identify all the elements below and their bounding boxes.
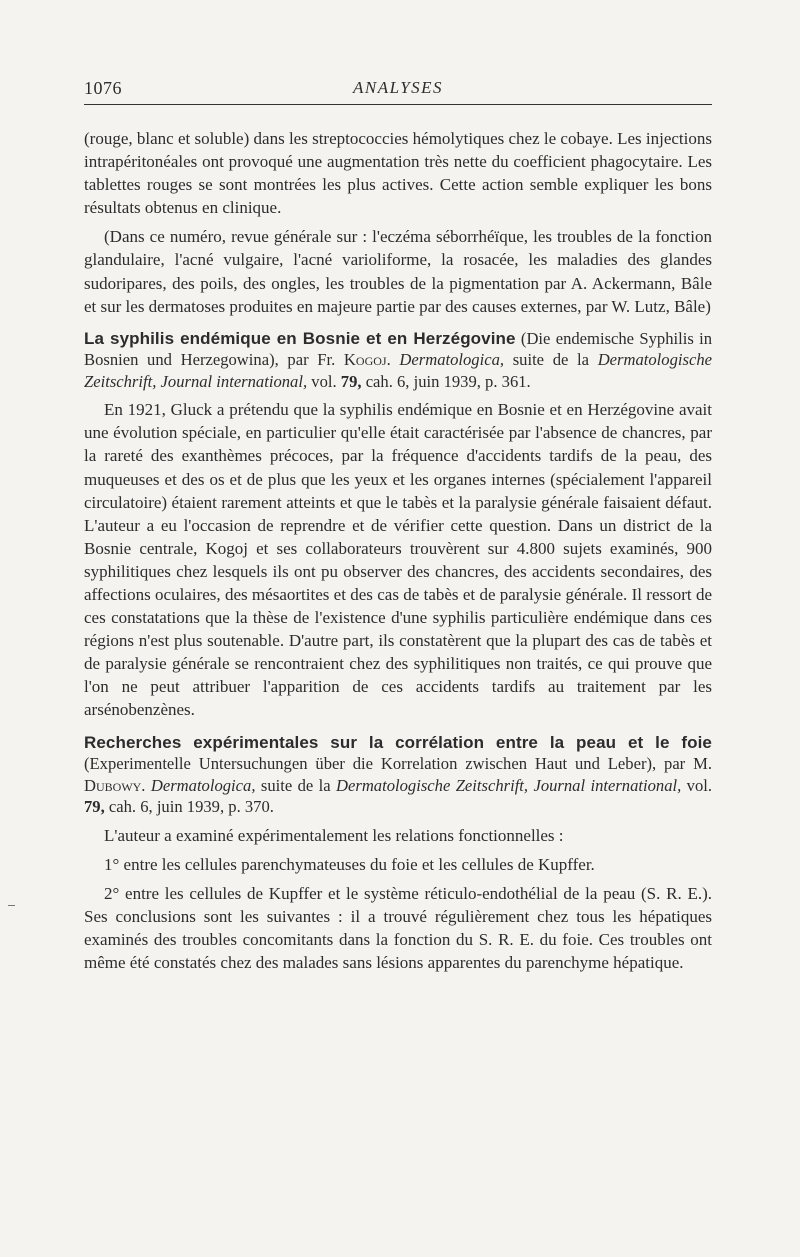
page-number: 1076: [84, 78, 122, 98]
entry-reference: (Die endemische Syphilis in Bosnien und Herzegowina), par Fr.: [84, 328, 713, 370]
entry-reference: (Experimentelle Untersuchungen über die Korrelation zwischen Haut und Leber), par M.: [84, 754, 712, 774]
entry-international: Journal international,: [533, 775, 682, 795]
entry-journal: Dermatologica,: [150, 775, 256, 795]
entry-title: Recherches expérimentales sur la corrélation entre la peau et le foie: [84, 732, 712, 752]
entry-reference: cah. 6, juin 1939, p. 370.: [108, 797, 274, 817]
running-head: [84, 74, 712, 105]
entry-international: Journal international,: [160, 371, 308, 391]
abstract-entry: [84, 328, 712, 722]
entry-author: Kogoj.: [343, 350, 391, 370]
paragraph: En 1921, Gluck a prétendu que la syphilis endémique en Bosnie et en Herzégovine avait une évolution spéciale, en particulier qu'elle était caractérisée par l'absence de chancres, par la rareté des exanthèmes précoces, par la fréquence d'accidents tardifs de la peau, des muqueuses et des os et de plus que les yeux et les organes internes (spécialement l'appareil circulatoire) étaient rarement atteints et que le tabès et la paralysie générale faisaient défaut. L'auteur a eu l'occasion de reprendre et de vérifier cette question. Dans un district de la Bosnie centrale, Kogoj et ses collaborateurs trouvèrent sur 4.800 sujets examinés, 900 syphilitiques chez lesquels ils ont pu observer des chancres, des accidents secondaires, des affections oculaires, des mésaortites et des cas de tabès et de paralysie générale. Il ressort de ces constatations que la thèse de l'existence d'une syphilis particulière endémique dans ces régions n'est plus soutenable. D'autre part, ils constatèrent que la plupart des cas de tabès et de paralysie générale se rencontraient chez des syphilitiques non traités, ce qui prouve que l'on ne peut attribuer l'apparition de ces accidents tardifs au traitement par les arsénobenzènes.: [84, 400, 712, 720]
running-title: ANALYSES: [352, 78, 444, 97]
entry-reference: vol.: [686, 775, 713, 795]
paragraph: 2° entre les cellules de Kupffer et le système réticulo-endothélial de la peau (S. R. E.). Ses conclusions sont les suivantes : il a trouvé régulièrement chez tous les hépatiques examinés des troubles concomitants dans la fonction du S. R. E. du foie. Ces troubles ont même été constatés chez des malades sans lésions apparentes du parenchyme hépatique.: [84, 883, 712, 973]
entry-reference: vol.: [311, 371, 337, 391]
entry-volume: 79,: [340, 371, 362, 391]
entry-supplement: Dermatologische Zeitschrift,: [84, 350, 712, 391]
entry-reference: suite de la: [512, 350, 590, 370]
entry-supplement: Dermatologische Zeitschrift,: [336, 775, 529, 795]
entry-heading: [84, 328, 712, 393]
body-text: [84, 127, 712, 974]
abstract-entry: [84, 732, 712, 975]
entry-journal: Dermatologica,: [399, 350, 505, 370]
entry-author: Dubowy.: [84, 775, 146, 795]
paragraph: L'auteur a examiné expérimentalement les relations fonctionnelles :: [104, 825, 564, 845]
entry-volume: 79,: [84, 797, 105, 817]
page: [84, 74, 712, 974]
paragraph: (Dans ce numéro, revue générale sur : l'eczéma séborrhéïque, les troubles de la fonction glandulaire, l'acné vulgaire, l'acné varioliforme, la rosacée, les maladies des glandes sudoripares, des poils, des ongles, les troubles de la pigmentation par A. Ackermann, Bâle et sur les dermatoses produites en majeure partie par des causes externes, par W. Lutz, Bâle): [84, 227, 712, 316]
paragraph: (rouge, blanc et soluble) dans les streptococcies hémolytiques chez le cobaye. Les injections intrapéritonéales ont provoqué une augmentation très nette du coefficient phagocytaire. Les tablettes rouges se sont montrées les plus actives. Cette action semble expliquer les bons résultats obtenus en clinique.: [84, 129, 712, 218]
entry-title: La syphilis endémique en Bosnie et en Herzégovine: [84, 328, 516, 348]
entry-reference: suite de la: [260, 775, 331, 795]
paragraph: 1° entre les cellules parenchymateuses du foie et les cellules de Kupffer.: [104, 854, 595, 874]
margin-mark: [8, 905, 15, 906]
entry-heading: [84, 732, 712, 818]
entry-reference: cah. 6, juin 1939, p. 361.: [365, 371, 531, 391]
